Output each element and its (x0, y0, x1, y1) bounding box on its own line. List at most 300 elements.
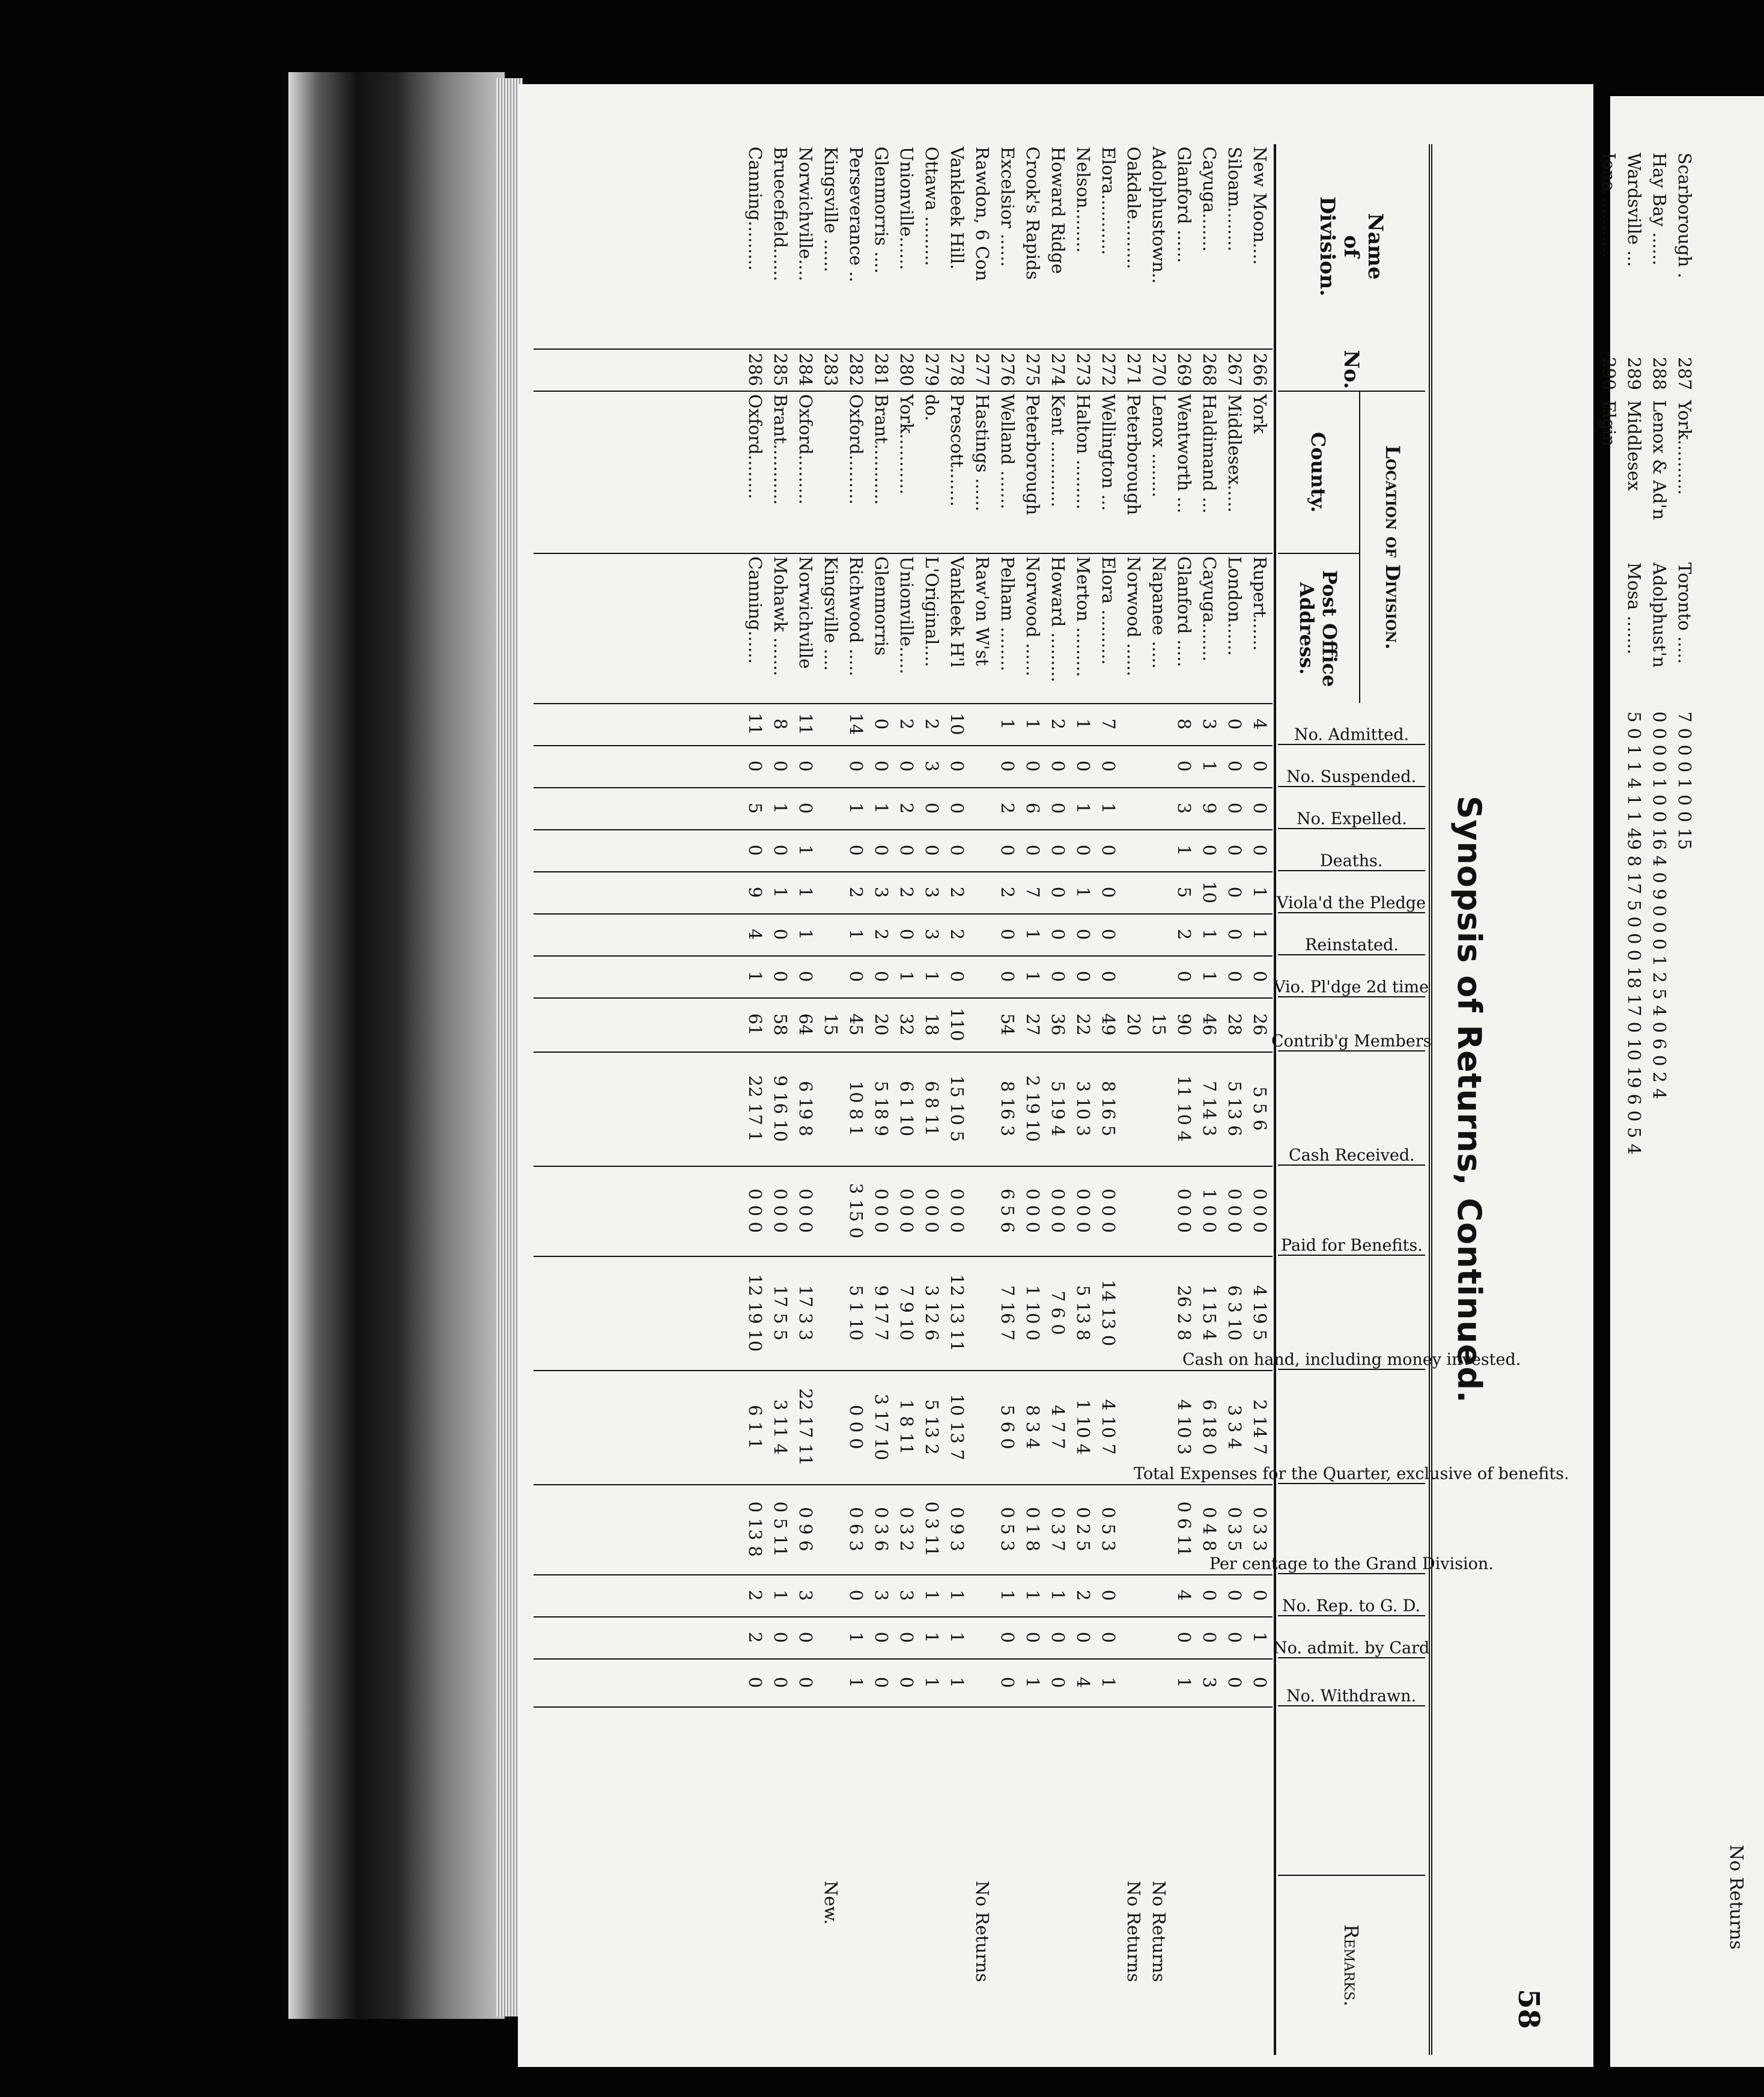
division-name: Perseverance .. (846, 147, 866, 282)
value-cell: 0 3 7 (1048, 1507, 1068, 1551)
value-cell: 0 0 0 (922, 1189, 942, 1233)
division-name: Rawdon, 6 Con (972, 147, 993, 281)
value-cell (1121, 745, 1146, 787)
value-cell: 1 (1098, 1676, 1119, 1688)
value-cell: 0 (896, 928, 917, 940)
value-cell: 5 13 6 (1224, 1080, 1245, 1137)
division-name: Canning......... (745, 147, 765, 271)
value-cell: 7 16 7 (997, 1285, 1018, 1341)
value-cell: 0 (896, 1631, 917, 1643)
column-header-5: Viola'd the Pledge (1278, 871, 1425, 913)
value-cell (970, 1166, 995, 1256)
value-cell: 0 0 0 (745, 1189, 765, 1233)
division-no: 268 (1199, 353, 1220, 386)
value-cell (1146, 703, 1172, 745)
county-cell: Oxford......... (846, 394, 866, 505)
post-office-cell: L'Original.... (922, 556, 942, 668)
value-cell: 0 (997, 760, 1018, 772)
value-cell: 0 (795, 1631, 816, 1643)
post-office-cell: Cayuga....... (1199, 556, 1220, 662)
remark-cell: New. (821, 1881, 841, 1925)
value-cell: 9 17 7 (871, 1285, 892, 1341)
column-rule (534, 745, 1273, 746)
right-page (1599, 96, 1764, 2067)
county-cell: Peterborough (1124, 394, 1144, 516)
value-cell: 12 19 10 (745, 1274, 765, 1352)
next-page-content (1599, 114, 1754, 2097)
post-office-cell: Rupert...... (1250, 556, 1270, 651)
value-cell (1146, 829, 1172, 871)
value-cell: 0 (1250, 802, 1270, 814)
value-cell (1121, 1166, 1146, 1256)
post-office-cell: Elora .......... (1098, 556, 1119, 665)
value-cell: 0 (846, 970, 866, 982)
value-cell: 0 0 0 (896, 1189, 917, 1233)
post-office-cell: Raw'on W'st (972, 556, 993, 666)
value-cell (1146, 745, 1172, 787)
value-cell: 0 (1250, 1676, 1270, 1688)
value-cell: 0 0 0 (1023, 1189, 1043, 1233)
table-row (743, 144, 768, 2055)
value-cell (1121, 1370, 1146, 1484)
post-office-cell: Merton ......... (1073, 556, 1093, 677)
value-cell (970, 1370, 995, 1484)
division-no: 267 (1224, 353, 1245, 386)
value-cell (818, 1052, 844, 1166)
value-cell: 17 5 5 (770, 1285, 791, 1341)
value-cell: 1 (846, 1631, 866, 1643)
value-cell: 2 (871, 928, 892, 940)
value-cell: 0 (1023, 844, 1043, 856)
value-cell: 1 (770, 886, 791, 898)
table-row (1197, 144, 1222, 2055)
value-cell: 0 (1224, 844, 1245, 856)
value-cell: 18 (922, 1013, 942, 1036)
column-rule (534, 871, 1273, 872)
value-cell: 0 (1073, 844, 1093, 856)
column-rule (534, 703, 1273, 704)
county-cell: Welland ....... (997, 394, 1018, 510)
value-cell: 3 (1199, 718, 1220, 730)
value-cell: 14 (846, 713, 866, 735)
value-cell: 0 (846, 760, 866, 772)
division-no: 284 (795, 353, 816, 386)
value-cell: 1 (1174, 844, 1194, 856)
table-row (1146, 144, 1172, 2055)
column-header-9: Cash Received. (1278, 1052, 1425, 1166)
post-office-cell: Pelham ........ (997, 556, 1018, 672)
division-name: Unionville...... (896, 147, 917, 270)
value-cell: 0 (1224, 1676, 1245, 1688)
value-cell: 0 (770, 928, 791, 940)
value-cell: 12 13 11 (947, 1274, 967, 1352)
post-office-cell: Norwood ...... (1023, 556, 1043, 677)
value-cell: 0 (997, 928, 1018, 940)
value-cell: 6 19 8 (795, 1080, 816, 1137)
post-office-cell: Mohawk ....... (770, 556, 791, 677)
division-no: 285 (770, 353, 791, 386)
header-location: Location of Division. (1359, 391, 1425, 703)
table-row (970, 144, 995, 2055)
value-cell: 1 (922, 1589, 942, 1601)
value-cell (1146, 1370, 1172, 1484)
value-cell: 1 (947, 1676, 967, 1688)
value-cell: 45 (846, 1013, 866, 1036)
value-cell: 3 3 4 (1224, 1405, 1245, 1449)
division-no: 286 (745, 353, 765, 386)
value-cell: 2 (997, 886, 1018, 898)
division-no: 282 (846, 353, 866, 386)
value-cell: 90 (1174, 1013, 1194, 1036)
value-cell: 32 (896, 1013, 917, 1036)
value-cell: 0 (1048, 1631, 1068, 1643)
value-cell: 0 (770, 760, 791, 772)
value-cell (818, 787, 844, 829)
value-cell: 0 (871, 1676, 892, 1688)
value-cell: 0 (871, 760, 892, 772)
next-row-values: 5 0 1 1 4 1 1 49 8 17 5 0 0 0 18 17 0 10 19 6 0 5 4 (1624, 711, 1644, 1155)
division-name: Bruecefield...... (770, 147, 791, 282)
table-row (919, 144, 944, 2055)
value-cell: 1 (1250, 886, 1270, 898)
value-cell (970, 913, 995, 955)
value-cell (970, 745, 995, 787)
value-cell: 3 (795, 1589, 816, 1601)
value-cell: 0 (1048, 760, 1068, 772)
value-cell (818, 1484, 844, 1574)
county-cell: Hastings ...... (972, 394, 993, 512)
value-cell: 3 (922, 886, 942, 898)
value-cell: 0 0 0 (1073, 1189, 1093, 1233)
value-cell (818, 703, 844, 745)
value-cell: 0 (1098, 1589, 1119, 1601)
value-cell: 1 (1250, 1631, 1270, 1643)
value-cell: 0 (1098, 760, 1119, 772)
value-cell (970, 829, 995, 871)
value-cell: 1 (1199, 970, 1220, 982)
value-cell: 0 (1224, 886, 1245, 898)
county-cell: York (1250, 394, 1270, 434)
value-cell: 3 11 4 (770, 1399, 791, 1455)
post-office-cell: Canning...... (745, 556, 765, 664)
value-cell: 0 (1250, 760, 1270, 772)
next-row-county: Elgin (1599, 400, 1619, 446)
table-row (944, 144, 970, 2055)
value-cell: 0 0 0 (1098, 1189, 1119, 1233)
book-edge (288, 72, 505, 2019)
value-cell: 49 (1098, 1013, 1119, 1036)
value-cell: 22 (1073, 1013, 1093, 1036)
value-cell: 0 (795, 760, 816, 772)
value-cell (1146, 1166, 1172, 1256)
value-cell: 0 (1098, 970, 1119, 982)
table-row (1121, 144, 1146, 2055)
value-cell (818, 1658, 844, 1706)
value-cell: 6 5 6 (997, 1189, 1018, 1233)
value-cell: 0 13 8 (745, 1501, 765, 1557)
value-cell: 1 (846, 1676, 866, 1688)
value-cell: 2 (1048, 718, 1068, 730)
value-cell: 0 (1073, 970, 1093, 982)
division-no: 269 (1174, 353, 1194, 386)
county-cell: Brant........... (871, 394, 892, 505)
value-cell: 0 (1048, 802, 1068, 814)
value-cell: 0 3 5 (1224, 1507, 1245, 1551)
value-cell: 0 (1048, 928, 1068, 940)
column-rule (534, 391, 1273, 392)
column-rule (534, 1616, 1273, 1618)
value-cell: 0 (1224, 970, 1245, 982)
value-cell: 5 (1174, 886, 1194, 898)
value-cell: 0 0 0 (795, 1189, 816, 1233)
value-cell (1146, 1052, 1172, 1166)
value-cell (970, 871, 995, 913)
column-header-11: Cash on hand, including money invested. (1278, 1256, 1425, 1370)
county-cell: Wentworth ... (1174, 394, 1194, 514)
post-office-cell: Richwood ..... (846, 556, 866, 677)
value-cell: 6 1 1 (745, 1405, 765, 1449)
county-cell: Oxford........ (745, 394, 765, 499)
value-cell: 0 (997, 844, 1018, 856)
division-no: 280 (896, 353, 917, 386)
rotated-content: Synopsis of Returns, Continued. 58 Name of Division. No. Location of Division. County. Post Office Address. No. Admitted. No. Suspended. No. Expelled. Deaths. Viola'd the Pledge Reinstated. Vio. Pl'dge 2d time Contrib'g Members Cash Received. Paid for Benefits. Cash on hand, including money invested. Total Expenses for the Quarter, exclusive of benefits. Per centage to the Grand Division. No. Rep. to G. D. No. admit. by Card No. Withdrawn. Remarks. New Moon.... 266 York Rupert...... 4 0 0 0 1 1 0 26 5 5 6 0 0 0 4 19 5 2 14 7 0 3 3 0 1 0 Siloam........ 267 Middlesex..... London...... 0 0 0 0 0 0 0 28 5 13 6 0 0 0 6 3 10 3 3 4 0 3 5 0 0 0 Cayuga....... 268 Haldimand ... Cayuga....... 3 1 9 0 10 1 1 46 7 14 3 1 0 0 1 15 4 6 18 0 0 4 8 0 0 3 Glanford ...... 269 Wentworth ... Glanford ..... 8 0 3 1 5 2 0 90 11 10 4 0 0 0 26 2 8 4 10 3 0 6 11 4 0 1 Adolphustown.. 270 Lenox ........ Napanee ..... 15 No Returns Oakdale......... 271 Peterborough Norwood ...... 20 No Returns Elora........... 272 Wellington ... Elora .......... 7 0 1 0 0 0 0 49 8 16 5 0 0 0 14 13 0 4 10 7 0 5 3 0 0 1 Nelson........ 273 Halton ......... Merton ......... 1 0 1 0 1 0 0 22 3 10 3 0 0 0 5 13 8 1 10 4 0 2 5 2 0 4 Howard Ridge 274 Kent ............ Howard ......... 2 0 0 0 0 0 0 36 5 19 4 0 0 0 7 6 0 4 7 7 0 3 7 1 0 0 Crook's Rapids 275 Peterborough Norwood ...... 1 0 6 0 7 1 1 27 2 19 10 0 0 0 1 10 0 8 3 4 0 1 8 1 0 1 Excelsior ...... 276 Welland ....... Pelham ........ 1 0 2 0 2 0 0 54 8 16 3 6 5 6 7 16 7 5 6 0 0 5 3 1 0 0 Rawdon, 6 Con 277 Hastings ...... Raw'on W'st No Returns Vankleek Hill. 278 Prescott....... Vankleek H'l 10 0 0 0 2 2 0 110 15 10 5 0 0 0 12 13 11 10 13 7 0 9 3 1 1 1 Ottawa ......... 279 do. L'Original.... 2 3 0 0 3 3 1 18 6 8 11 0 0 0 3 12 6 5 13 2 0 3 11 1 1 1 Unionville...... 280 York........... Unionville..... 2 0 2 0 2 0 1 32 6 1 10 0 0 0 7 9 10 1 8 11 0 3 2 3 0 0 Glenmorris .... 281 Brant........... Glenmorris 0 0 1 0 3 2 0 20 5 18 9 0 0 0 9 17 7 3 17 10 0 3 6 3 0 0 Perseverance .. 282 Oxford......... Richwood ..... 14 0 1 0 2 1 0 45 10 8 1 3 15 0 5 1 10 0 0 0 0 6 3 0 1 1 Kingsville ...... 283 Kingsville .... 15 New. Norwichville.... 284 Oxford......... Norwichville 11 0 0 1 1 1 0 64 6 19 8 0 0 0 17 3 3 22 17 11 0 9 6 3 0 0 Bruecefield...... 285 Brant........... Mohawk ....... 8 0 1 0 1 0 0 58 9 16 10 0 0 0 17 5 5 3 11 4 0 5 11 1 0 0 Canning......... 286 Oxford........ Canning...... 11 0 5 0 9 4 1 61 22 17 1 0 0 0 12 19 10 6 1 1 0 13 8 2 2 0 (494, 108, 1569, 2091)
value-cell: 1 (1023, 970, 1043, 982)
value-cell: 0 0 0 (1048, 1189, 1068, 1233)
division-no: 273 (1073, 353, 1093, 386)
column-rule (534, 955, 1273, 957)
value-cell: 3 (871, 1589, 892, 1601)
table-row (995, 144, 1020, 2055)
post-office-cell: Vankleek H'l (947, 556, 967, 668)
table-row (1247, 144, 1273, 2055)
left-page (518, 84, 1593, 2067)
next-row-po: Toronto ..... (1674, 562, 1695, 664)
value-cell (970, 787, 995, 829)
column-rule (534, 997, 1273, 999)
value-cell: 5 5 6 (1250, 1086, 1270, 1131)
table-row (1172, 144, 1197, 2055)
value-cell: 7 9 10 (896, 1285, 917, 1341)
value-cell: 4 7 7 (1048, 1405, 1068, 1449)
value-cell: 1 (1023, 1589, 1043, 1601)
division-no: 274 (1048, 353, 1068, 386)
value-cell: 0 (795, 970, 816, 982)
value-cell: 0 0 0 (1224, 1189, 1245, 1233)
value-cell (818, 871, 844, 913)
header-name: Name of Division. (1315, 196, 1388, 297)
value-cell: 14 13 0 (1098, 1279, 1119, 1347)
value-cell: 2 (846, 886, 866, 898)
next-row-no: 288 (1649, 357, 1670, 391)
value-cell: 10 13 7 (947, 1393, 967, 1461)
value-cell: 4 10 7 (1098, 1399, 1119, 1455)
post-office-cell: Napanee ..... (1149, 556, 1169, 669)
value-cell: 0 (1048, 970, 1068, 982)
value-cell (818, 1370, 844, 1484)
value-cell: 0 (1199, 844, 1220, 856)
next-row-po: Mosa ....... (1624, 562, 1644, 655)
value-cell: 1 (1073, 802, 1093, 814)
value-cell: 1 (922, 1631, 942, 1643)
value-cell: 1 (795, 886, 816, 898)
value-cell: 11 10 4 (1174, 1075, 1194, 1142)
header-no: No. (1339, 350, 1364, 389)
value-cell: 7 6 0 (1048, 1291, 1068, 1335)
value-cell: 1 (896, 970, 917, 982)
post-office-cell: Kingsville .... (821, 556, 841, 671)
value-cell: 11 (745, 713, 765, 735)
value-cell: 3 (1199, 1676, 1220, 1688)
table-body (743, 144, 1273, 2055)
value-cell: 5 19 4 (1048, 1080, 1068, 1137)
value-cell: 0 (1023, 760, 1043, 772)
value-cell: 0 (896, 844, 917, 856)
value-cell: 3 (896, 1589, 917, 1601)
value-cell: 0 (896, 1676, 917, 1688)
next-row-po (1596, 562, 1622, 709)
table-row (1020, 144, 1045, 2055)
value-cell: 0 (1250, 970, 1270, 982)
next-row-county: York.......... (1674, 400, 1695, 495)
division-name: Siloam........ (1224, 147, 1245, 252)
value-cell: 0 (1199, 1589, 1220, 1601)
value-cell: 5 13 2 (922, 1399, 942, 1455)
value-cell: 1 (846, 928, 866, 940)
value-cell: 0 (871, 970, 892, 982)
value-cell: 0 (1224, 802, 1245, 814)
value-cell: 0 (1098, 928, 1119, 940)
value-cell: 2 (896, 718, 917, 730)
next-row-county: Middlesex (1624, 400, 1644, 491)
value-cell: 3 (1174, 802, 1194, 814)
value-cell: 2 (922, 718, 942, 730)
value-cell: 8 (1174, 718, 1194, 730)
value-cell: 0 (1048, 1676, 1068, 1688)
value-cell: 1 (1199, 760, 1220, 772)
division-no: 271 (1124, 353, 1144, 386)
value-cell: 0 (997, 970, 1018, 982)
value-cell: 0 0 0 (1174, 1189, 1194, 1233)
value-cell (1146, 1256, 1172, 1370)
table-row (768, 144, 793, 2055)
division-no: 279 (922, 353, 942, 386)
value-cell: 0 (1098, 844, 1119, 856)
value-cell: 1 (1048, 1589, 1068, 1601)
table-row (793, 144, 818, 2055)
division-name: Adolphustown.. (1149, 147, 1169, 284)
division-no: 281 (871, 353, 892, 386)
value-cell: 0 (745, 760, 765, 772)
value-cell: 1 (795, 844, 816, 856)
column-rule (534, 1052, 1273, 1053)
value-cell: 0 3 11 (922, 1501, 942, 1557)
value-cell: 1 (1199, 928, 1220, 940)
value-cell: 6 3 10 (1224, 1285, 1245, 1341)
division-name: Ottawa ......... (922, 147, 942, 266)
value-cell: 0 (1224, 1589, 1245, 1601)
column-header-16: No. Withdrawn. (1278, 1658, 1425, 1706)
value-cell (970, 1658, 995, 1706)
value-cell: 1 15 4 (1199, 1285, 1220, 1341)
county-cell: York........... (896, 394, 917, 495)
column-rule (534, 829, 1273, 830)
value-cell (970, 997, 995, 1052)
post-office-cell: Glenmorris (871, 556, 892, 656)
value-cell: 2 (997, 802, 1018, 814)
value-cell (1146, 1484, 1172, 1574)
value-cell: 1 (1023, 928, 1043, 940)
value-cell (1146, 955, 1172, 997)
division-no: 275 (1023, 353, 1043, 386)
value-cell (1121, 1574, 1146, 1616)
column-header-12: Total Expenses for the Quarter, exclusive of benefits. (1278, 1370, 1425, 1484)
division-name: Glanford ...... (1174, 147, 1194, 263)
value-cell: 0 (1224, 760, 1245, 772)
value-cell: 0 (1199, 1631, 1220, 1643)
column-header-14: No. Rep. to G. D. (1278, 1574, 1425, 1616)
value-cell (1121, 955, 1146, 997)
county-cell: Peterborough (1023, 394, 1043, 516)
value-cell: 3 17 10 (871, 1393, 892, 1461)
division-name: Kingsville ...... (821, 147, 841, 272)
value-cell: 1 (1174, 1676, 1194, 1688)
remark-cell: No Returns (1124, 1881, 1144, 1982)
column-rule (534, 1658, 1273, 1660)
value-cell: 0 (795, 1676, 816, 1688)
column-header-1: No. Admitted. (1278, 703, 1425, 745)
value-cell: 1 (1073, 886, 1093, 898)
value-cell: 0 6 3 (846, 1507, 866, 1551)
next-row-no: 289 (1624, 357, 1644, 391)
value-cell: 2 (896, 886, 917, 898)
value-cell: 5 1 10 (846, 1285, 866, 1341)
value-cell: 0 (770, 844, 791, 856)
value-cell: 0 (1250, 1589, 1270, 1601)
value-cell: 4 10 3 (1174, 1399, 1194, 1455)
value-cell (1146, 1616, 1172, 1658)
value-cell: 10 (947, 713, 967, 735)
value-cell: 1 (795, 928, 816, 940)
column-header-15: No. admit. by Card (1278, 1616, 1425, 1658)
value-cell: 0 (871, 718, 892, 730)
header-county: County. (1278, 391, 1359, 553)
next-row-name: Scarborough . (1674, 153, 1695, 278)
value-cell: 0 0 0 (846, 1405, 866, 1449)
value-cell (1121, 829, 1146, 871)
value-cell (970, 1052, 995, 1166)
value-cell: 1 (1023, 718, 1043, 730)
column-rule (534, 1370, 1273, 1371)
column-rule (534, 1166, 1273, 1167)
page-title: Synopsis of Returns, Continued. (1450, 796, 1488, 1404)
division-name: Oakdale......... (1124, 147, 1144, 269)
value-cell: 0 (871, 1631, 892, 1643)
value-cell (970, 1574, 995, 1616)
value-cell: 1 8 11 (896, 1399, 917, 1455)
value-cell: 1 (871, 802, 892, 814)
post-office-cell: London...... (1224, 556, 1245, 656)
division-no: 278 (947, 353, 967, 386)
value-cell: 0 (947, 970, 967, 982)
table-row (1222, 144, 1247, 2055)
value-cell: 0 (1224, 928, 1245, 940)
value-cell: 1 (745, 970, 765, 982)
division-name: Norwichville.... (795, 147, 816, 281)
value-cell (970, 1484, 995, 1574)
column-rule (534, 913, 1273, 915)
next-row-name: Hay Bay ...... (1649, 153, 1670, 266)
value-cell (1146, 871, 1172, 913)
